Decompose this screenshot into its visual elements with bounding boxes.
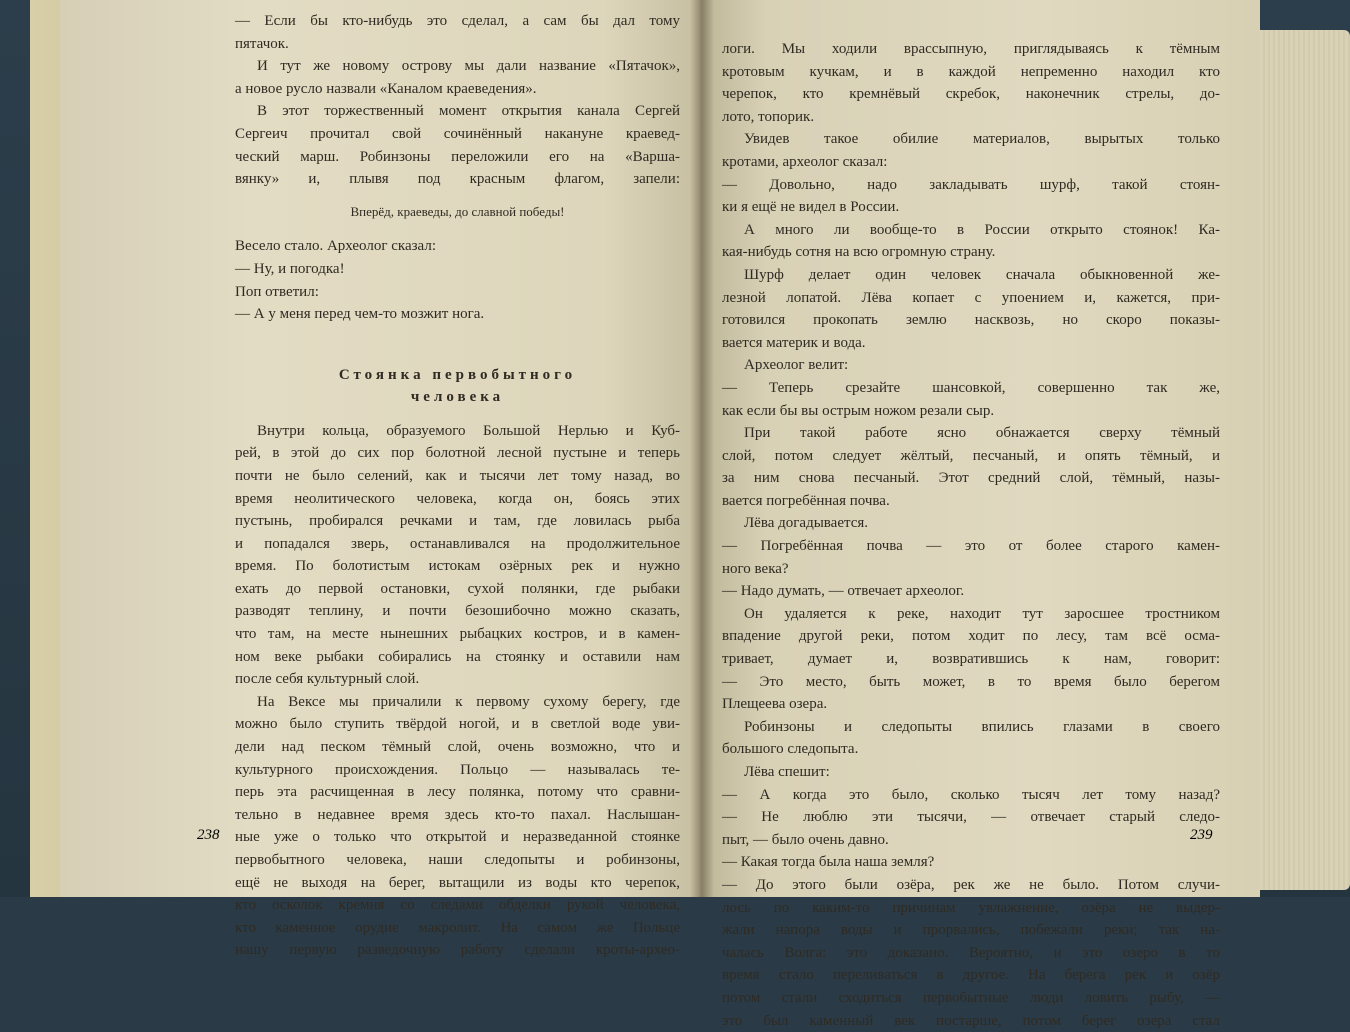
right-body-text <box>722 38 1220 1032</box>
text-line: а новое русло назвали «Каналом краеведения». <box>235 80 537 97</box>
text-line: кая-нибудь сотня на всю огромную страну. <box>722 244 996 261</box>
text-line: как если бы вы острым ножом резали сыр. <box>722 402 995 419</box>
text-line: Шурф делает один человек сначала обыкновенной же- <box>744 266 1220 283</box>
right-page <box>700 0 1260 1029</box>
text-line: тельно в недавнее время здесь кто-то пахал. Наслышан- <box>235 806 680 823</box>
poem-line: Вперёд, краеведы, до славной победы! <box>350 203 565 219</box>
text-line: Археолог велит: <box>744 357 849 374</box>
text-line: что там, на месте нынешних рыбацких костров, и в камен- <box>235 626 680 643</box>
text-line: готовился прокопать землю насквозь, но скоро показы- <box>722 312 1220 329</box>
page-number-left: 238 <box>197 827 220 843</box>
text-line: после себя культурный слой. <box>235 671 420 688</box>
text-line: вается погребённая почва. <box>722 492 890 509</box>
text-line: ном веке рыбаки собирались на стоянку и оставили нам <box>235 648 680 665</box>
text-line: слой, потом следует жёлтый, песчаный, и опять тёмный, и <box>722 447 1220 464</box>
text-line: перь эта расчищенная в лесу полянка, потому что сравни- <box>235 784 680 801</box>
text-line: А много ли вообще-то в России открыто стоянок! Ка- <box>744 221 1220 238</box>
text-line: кротовым кучкам, и в каждой непременно находил кто <box>722 63 1220 80</box>
text-line: В этот торжественный момент открытия канала Сергей <box>257 103 680 120</box>
text-line: ного века? <box>722 560 789 577</box>
text-line: Увидев такое обилие материалов, вырытых только <box>744 131 1220 148</box>
text-line: пыт, — было очень давно. <box>722 831 889 848</box>
text-line: Внутри кольца, образуемого Большой Нерлью и Куб- <box>257 422 680 439</box>
heading-line: человека <box>410 388 505 405</box>
text-line: ки я ещё не видел в России. <box>722 199 900 216</box>
text-line: — Если бы кто-нибудь это сделал, а сам бы дал тому <box>235 13 680 29</box>
text-line: Лёва спешит: <box>744 764 830 780</box>
text-line: лось по каким-то причинам увлажнение, озёра не выдер- <box>722 899 1220 916</box>
text-line: Он удаляется к реке, находит тут заросшее тростником <box>744 605 1220 622</box>
left-top-text <box>235 10 680 191</box>
text-line: культурного происхождения. Польцо — называлась те- <box>235 761 680 778</box>
left-page <box>60 0 700 959</box>
text-line: разводят теплину, и почти безошибочно можно сказать, <box>235 603 680 620</box>
text-line: ные уже о только что открытой и неразведанной стоянке <box>235 829 680 846</box>
text-line: Поп ответил: <box>235 283 319 300</box>
text-line: черепок, кто кремнёвый скребок, наконечник стрелы, до- <box>722 86 1220 103</box>
text-line: — Надо думать, — отвечает археолог. <box>722 583 965 600</box>
text-line: за ним снова песчаный. Этот средний слой, тёмный, назы- <box>722 470 1220 487</box>
text-line: кто осколок кремня со следами обделки рукой человека, <box>235 897 680 914</box>
text-line: ехать до первой остановки, сухой полянки, где рыбаки <box>235 580 680 597</box>
text-line: — А у меня перед чем-то мозжит нога. <box>235 306 485 323</box>
text-line: лезной лопатой. Лёва копает с упоением и, кажется, при- <box>722 289 1220 306</box>
text-line: большого следопыта. <box>722 741 859 758</box>
text-line: — До этого были озёра, рек же не было. Потом случи- <box>722 876 1220 893</box>
text-line: вается материк и вода. <box>722 334 866 351</box>
text-line: Робинзоны и следопыты впились глазами в своего <box>744 718 1220 735</box>
text-line: — А когда это было, сколько тысяч лет тому назад? <box>722 786 1220 803</box>
text-line: пятачок. <box>235 35 289 52</box>
text-line: первобытного человека, наши следопыты и робинзоны, <box>235 852 680 868</box>
text-line: — Погребённая почва — это от более старого камен- <box>722 538 1220 555</box>
text-line: нашу первую разведочную работу сделали кроты-архео- <box>235 942 680 959</box>
text-line: Лёва догадывается. <box>744 515 869 532</box>
text-line: пустынь, пробирался речками и там, где ловилась рыба <box>235 513 680 530</box>
text-line: время. По болотистым истокам озёрных рек и нужно <box>235 558 680 575</box>
text-line: При такой работе ясно обнажается сверху тёмный <box>744 425 1220 442</box>
text-line: — Ну, и погодка! <box>235 260 345 277</box>
text-line: кротами, археолог сказал: <box>722 153 888 170</box>
text-line: — Это место, быть может, в то время было берегом <box>722 673 1220 690</box>
book-gutter <box>690 0 714 897</box>
text-line: Плещеева озера. <box>722 696 828 713</box>
text-line: ещё не выходя на берег, вытащили из воды кто черепок, <box>235 874 680 891</box>
text-line: чалась Волга: это доказано. Вероятно, и это озеро в то <box>722 944 1220 961</box>
text-line: время стало переливаться в другое. На берега рек и озёр <box>722 967 1220 984</box>
text-line: это был каменный век постарше, потом берег озера стал <box>722 1012 1220 1029</box>
text-line: дели над песком тёмный слой, очень возможно, что и <box>235 739 680 756</box>
text-line: Весело стало. Археолог сказал: <box>235 238 436 255</box>
text-line: впадение другой реки, потом ходит по лесу, там всё осма- <box>722 628 1220 645</box>
text-line: Сергеич прочитал свой сочинённый накануне краевед- <box>235 125 680 142</box>
text-line: ческий марш. Робинзоны переложили его на «Варша- <box>235 148 680 165</box>
text-line: потом стали сходиться первобытные люди ловить рыбу, — <box>722 989 1220 1006</box>
left-body-text <box>235 420 680 962</box>
text-line: — Теперь срезайте шансовкой, совершенно так же, <box>722 379 1220 396</box>
text-line: — Какая тогда была наша земля? <box>722 854 935 871</box>
chapter-heading <box>235 364 680 408</box>
dialog-block <box>235 235 680 325</box>
text-line: вянку» и, плывя под красным флагом, запели: <box>235 171 680 188</box>
text-line: тривает, думает и, возвратившись к нам, говорит: <box>722 651 1220 668</box>
text-line: — Не люблю эти тысячи, — отвечает старый следо- <box>722 809 1220 826</box>
text-line: лото, топорик. <box>722 108 815 125</box>
text-line: рей, в этой до сих пор болотной лесной пустыне и теперь <box>235 445 680 462</box>
heading-line: Стоянка первобытного <box>338 366 577 383</box>
text-line: И тут же новому острову мы дали название «Пятачок», <box>257 58 680 75</box>
text-line: почти не было селений, как и тысячи лет тому назад, во <box>235 467 680 484</box>
text-line: кто каменное орудие макролит. На самом же Польце <box>235 919 680 936</box>
text-line: жали напора воды и прорвались, побежали реки; так на- <box>722 922 1220 939</box>
text-line: и попадался зверь, останавливался на продолжительное <box>235 535 680 552</box>
text-line: логи. Мы ходили врассыпную, приглядываясь к тёмным <box>722 41 1220 57</box>
text-line: — Довольно, надо закладывать шурф, такой стоян- <box>722 176 1220 193</box>
page-number-right: 239 <box>1190 827 1213 843</box>
text-line: можно было ступить твёрдой ногой, и в светлой воде уви- <box>235 716 680 733</box>
text-line: На Вексе мы причалили к первому сухому берегу, где <box>257 693 680 710</box>
text-line: время неолитического человека, когда он, боясь этих <box>235 490 680 507</box>
